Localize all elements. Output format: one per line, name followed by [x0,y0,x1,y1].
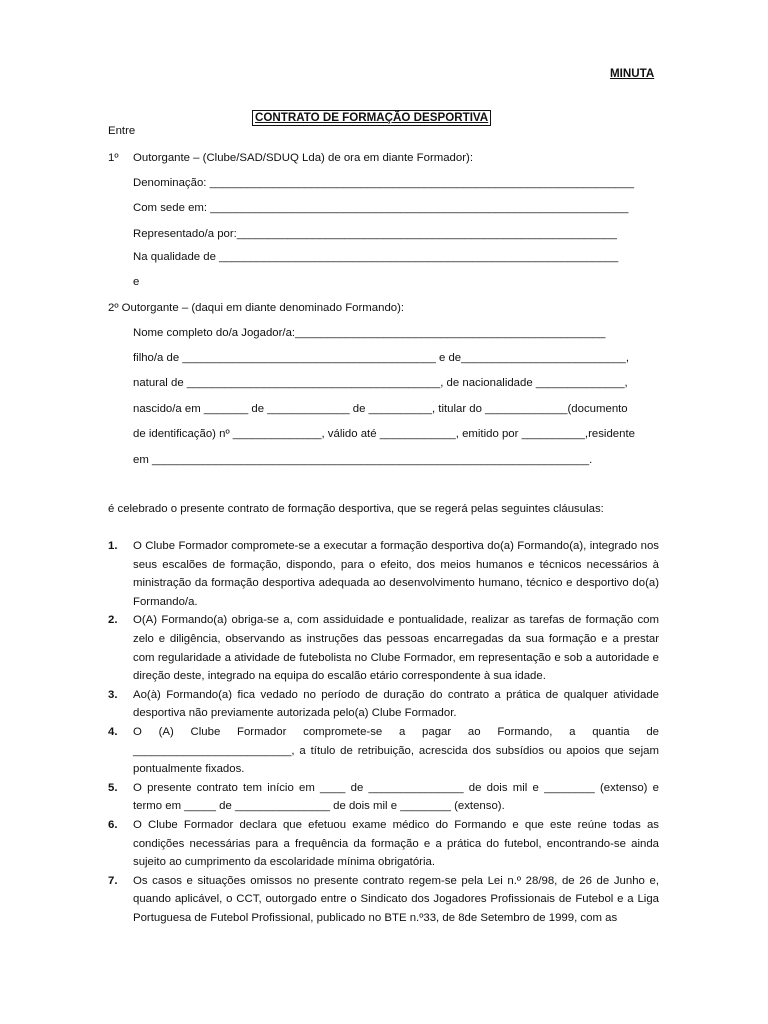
nome-field: Nome completo do/a Jogador/a:_________________________________________________ [133,327,606,339]
identificacao-field: de identificação) nº ______________, válido até ____________, emitido por __________,residente [133,428,635,440]
residencia-field: em _____________________________________________________________________. [133,454,593,466]
clause-7 [108,872,659,928]
first-party-number: 1º [108,152,119,164]
natural-field: natural de ________________________________________, de nacionalidade ______________, [133,377,628,389]
clause-text: O(A) Formando(a) obriga-se a, com assiduidade e pontualidade, realizar as tarefas de formação com zelo e diligência, observando as instruções das pessoas encarregadas da sua formação e a prestar com regularidade a atividade de futebolista no Clube Formador, em representação e sob a autoridade e direção deste, integrado na equipa do escalão etário correspondente à sua idade. [133,614,659,683]
clause-number: 2. [108,614,118,627]
filho-field: filho/a de ________________________________________ e de__________________________, [133,352,629,364]
clause-number: 3. [108,688,118,701]
nascido-field: nascido/a em _______ de _____________ de __________, titular do _____________(documento [133,403,628,415]
and-text: e [133,276,140,288]
clause-text: O Clube Formador declara que efetuou exame médico do Formando e que este reúne todas as condições necessárias para a frequência da formação e a prática do futebol, encontrando-se ainda sujeito ao cumprimento da escolaridade mínima obrigatória. [133,818,659,869]
representado-field: Representado/a por:____________________________________________________________ [133,228,617,240]
clause-5 [108,779,659,816]
entre-text: Entre [108,125,136,137]
sede-field: Com sede em: __________________________________________________________________ [133,202,629,214]
clause-text: Ao(à) Formando(a) fica vedado no período de duração do contrato a prática de qualquer atividade desportiva não previamente autorizada pelo(a) Clube Formador. [133,688,659,720]
clause-number: 1. [108,540,118,552]
clause-6 [108,816,659,872]
second-party-label: 2º Outorgante – (daqui em diante denominado Formando): [108,302,405,314]
qualidade-field: Na qualidade de _______________________________________________________________ [133,251,619,263]
clause-number: 6. [108,818,118,831]
clause-text: O Clube Formador compromete-se a executar a formação desportiva do(a) Formando(a), integrado nos seus escalões de formação, dispondo, para o efeito, dos meios humanos e técnicos necessários à ministração da formação desportiva adequada ao desenvolvimento humano, técnico e desportivo do(a) Formando/a. [133,540,659,608]
clause-text: O presente contrato tem início em ____ de _______________ de dois mil e ________ (extenso) e termo em _____ de _______________ de dois mil e ________ (extenso). [133,781,659,813]
clause-3 [108,686,659,723]
clause-text: O (A) Clube Formador compromete-se a pagar ao Formando, a quantia de _________________________, a título de retribuição, acrescida dos subsídios ou apoios que sejam pontualmente fixados. [133,725,659,776]
clause-number: 5. [108,781,118,794]
minuta-label: MINUTA [610,67,655,80]
clause-2 [108,611,659,685]
clause-number: 7. [108,874,118,887]
first-party-label: Outorgante – (Clube/SAD/SDUQ Lda) de ora em diante Formador): [133,152,473,164]
document-title: CONTRATO DE FORMAÇÃO DESPORTIVA [252,110,491,126]
clauses-list [108,537,659,927]
clause-number: 4. [108,725,118,738]
clause-4 [108,723,659,779]
clause-text: Os casos e situações omissos no presente contrato regem-se pela Lei n.º 28/98, de 26 de Junho e, quando aplicável, o CCT, outorgado entre o Sindicato dos Jogadores Profissionais de Futebol e a Liga Portuguesa de Futebol Profissional, publicado no BTE n.º33, de 8de Setembro de 1999, com as [133,874,659,924]
celebrado-text: é celebrado o presente contrato de formação desportiva, que se regerá pelas seguintes cláusulas: [108,503,604,515]
denominacao-field: Denominação: ___________________________________________________________________ [133,177,635,189]
clause-1 [108,537,659,611]
